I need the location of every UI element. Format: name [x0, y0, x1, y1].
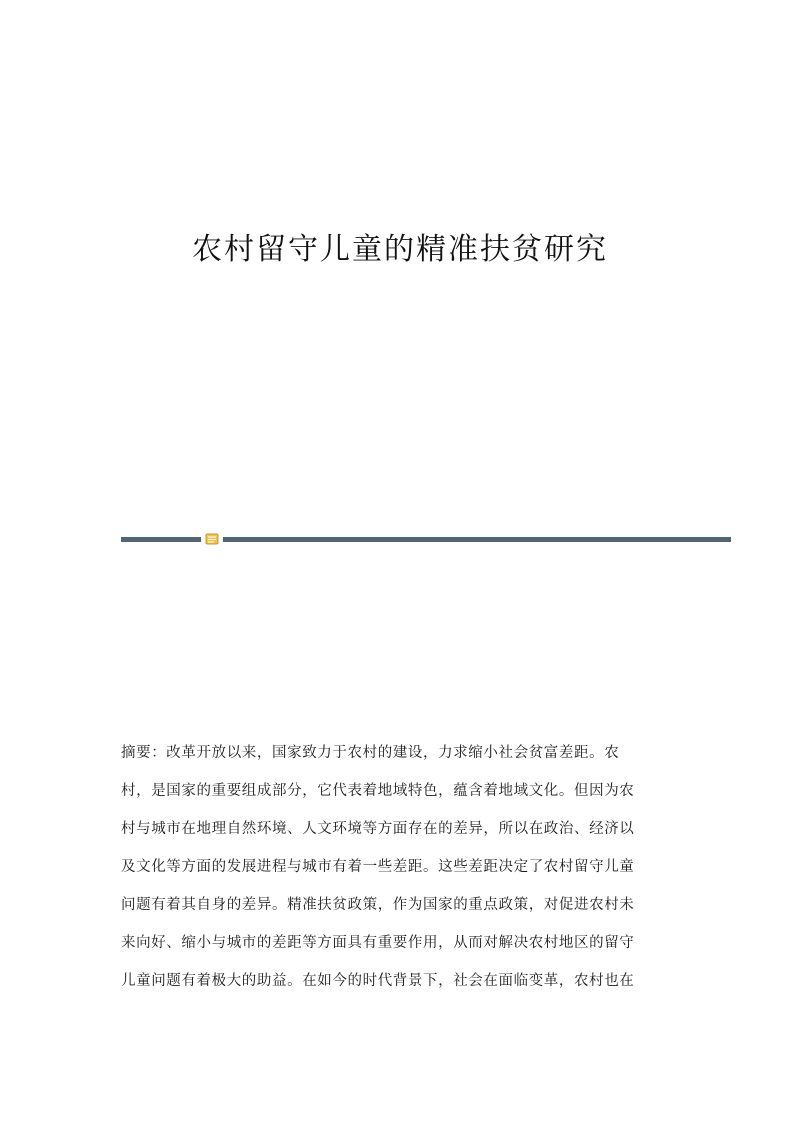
document-title: 农村留守儿童的精准扶贫研究 [192, 232, 608, 267]
abstract-line: 问题有着其自身的差异。精准扶贫政策，作为国家的重点政策，对促进农村未 [121, 897, 635, 913]
abstract-line: 儿童问题有着极大的助益。在如今的时代背景下，社会在面临变革，农村也在 [121, 973, 635, 989]
divider-line-left [121, 537, 201, 542]
abstract-line: 来向好、缩小与城市的差距等方面具有重要作用，从而对解决农村地区的留守 [121, 935, 635, 951]
abstract-line: 及文化等方面的发展进程与城市有着一些差距。这些差距决定了农村留守儿童 [121, 859, 635, 875]
abstract-paragraph [121, 734, 683, 1000]
divider-line-right [223, 537, 731, 542]
abstract-line: 村与城市在地理自然环境、人文环境等方面存在的差异，所以在政治、经济以 [121, 821, 635, 837]
title-divider [121, 533, 731, 545]
book-icon [205, 533, 219, 545]
abstract-line: 村，是国家的重要组成部分，它代表着地域特色，蕴含着地域文化。但因为农 [121, 783, 635, 799]
abstract-line: 摘要：改革开放以来，国家致力于农村的建设，力求缩小社会贫富差距。农 [121, 745, 620, 761]
